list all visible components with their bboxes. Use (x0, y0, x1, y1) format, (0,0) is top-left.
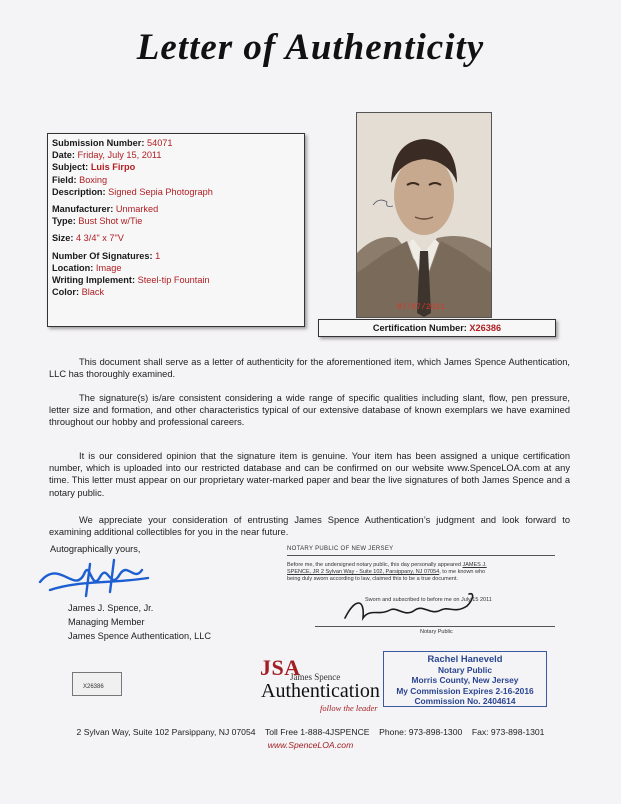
color-row: Color: Black (52, 287, 105, 298)
size-row: Size: 4 3/4" x 7"V (52, 233, 124, 244)
notary-signature (335, 588, 485, 628)
notary-sworn-text: Sworn and subscribed to before me on July 15 2011 (365, 597, 492, 603)
writing-value: Steel-tip Fountain (137, 275, 210, 286)
certification-label: Certification Number: (372, 323, 467, 333)
signer-company: James Spence Authentication, LLC (68, 631, 212, 641)
field-row: Field: Boxing (52, 174, 108, 185)
jsa-logo-mark: JSA (260, 655, 301, 680)
closing-text: Autographically yours, (50, 544, 141, 554)
footer-tollfree: Toll Free 1-888-4JSPENCE (264, 727, 370, 737)
notary-heading-rule (287, 555, 555, 556)
footer-address: 2 Sylvan Way, Suite 102 Parsippany, NJ 07054 (76, 727, 256, 737)
certification-box (318, 319, 556, 337)
paragraph-3: It is our considered opinion that the signature item is genuine. Your item has been assigned a unique certification number, which is uploaded into our restricted database and can be confirmed on our website www.SpenceLOA.com at any time. This letter must appear on our proprietary water-marked paper and bear the live signatures of both James Spence and a notary public. (49, 451, 570, 498)
signer-title: Managing Member (68, 617, 145, 627)
item-info-box (47, 133, 305, 327)
portrait-illustration (357, 113, 491, 317)
location-value: Image (95, 262, 122, 273)
date-row: Date: Friday, July 15, 2011 (52, 150, 162, 161)
paragraph-4: We appreciate your consideration of entrusting James Spence Authentication’s judgment and look forward to examining additional collectibles for you in the near future. (49, 515, 570, 538)
jsa-logo-word: Authentication (261, 680, 380, 702)
manufacturer-value: Unmarked (115, 204, 159, 215)
signer-name: James J. Spence, Jr. (68, 603, 154, 613)
submission-row: Submission Number: 54071 (52, 138, 173, 148)
description-value: Signed Sepia Photograph (108, 186, 213, 197)
location-row: Location: Image (52, 262, 122, 273)
footer-phone: Phone: 973-898-1300 (379, 727, 463, 737)
photo-date-stamp: 07/07/2011 (397, 303, 446, 312)
size-value: 4 3/4" x 7"V (76, 233, 124, 244)
manufacturer-row: Manufacturer: Unmarked (52, 204, 159, 215)
certification-number: X26386 (469, 323, 502, 333)
notary-heading: NOTARY PUBLIC OF NEW JERSEY (287, 546, 394, 552)
date-value: Friday, July 15, 2011 (77, 150, 162, 161)
description-row: Description: Signed Sepia Photograph (52, 186, 213, 197)
notary-signature-rule (315, 626, 555, 627)
field-value: Boxing (79, 174, 108, 185)
spence-signature (30, 552, 160, 602)
subject-row: Subject: Luis Firpo (52, 162, 136, 173)
jsa-logo-tagline: follow the leader (320, 703, 378, 713)
stamp-expires: My Commission Expires 2-16-2016 (396, 685, 534, 696)
footer-fax: Fax: 973-898-1301 (471, 727, 545, 737)
color-value: Black (81, 287, 105, 298)
hologram-label-number: X26386 (83, 684, 104, 690)
signatures-value: 1 (155, 250, 161, 261)
notary-statement: Before me, the undersigned notary public, this day personally appeared JAMES J. SPENCE, JR 2 Sylvan Way - Suite 102, Parsippany, NJ 07054, to me known who being duly sworn according to law, claimed this to be a true document. (287, 562, 487, 583)
stamp-county: Morris County, New Jersey (411, 675, 519, 686)
stamp-commission: Commission No. 2404614 (414, 696, 516, 707)
paragraph-1: This document shall serve as a letter of authenticity for the aforementioned item, which James Spence Authentication, LLC has thoroughly examined. (49, 357, 570, 380)
signatures-row: Number Of Signatures: 1 (52, 250, 161, 261)
letter-title: Letter of Authenticity (136, 27, 485, 68)
notary-caption: Notary Public (420, 629, 453, 635)
type-row: Type: Bust Shot w/Tie (52, 216, 143, 227)
hologram-label (72, 672, 122, 696)
footer-website-link[interactable]: www.SpenceLOA.com (267, 740, 354, 750)
paragraph-2: The signature(s) is/are consistent considering a wide range of specific qualities including slant, flow, pen pressure, letter size and formation, and other characteristics typical of our extensive database of known exemplars we have examined throughout our hobby and professional careers. (49, 393, 570, 428)
subject-value: Luis Firpo (90, 162, 136, 173)
stamp-role: Notary Public (438, 664, 492, 675)
notary-stamp (383, 651, 547, 707)
stamp-name: Rachel Haneveld (427, 653, 503, 664)
type-value: Bust Shot w/Tie (78, 216, 143, 227)
jsa-logo-name: James Spence (290, 672, 341, 682)
footer-contact (0, 727, 621, 737)
submission-number: 54071 (146, 138, 173, 148)
writing-row: Writing Implement: Steel-tip Fountain (52, 275, 210, 286)
item-photograph (356, 112, 492, 318)
